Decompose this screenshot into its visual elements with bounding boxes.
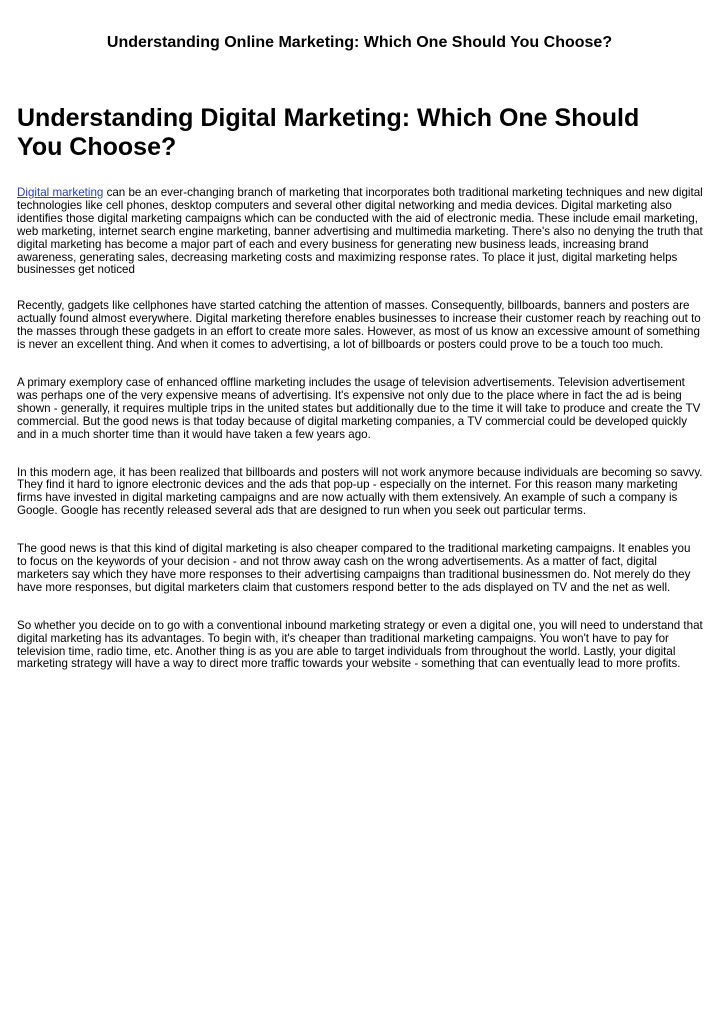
- article-title: Understanding Digital Marketing: Which One Should You Choose?: [17, 104, 640, 161]
- paragraph-2: Recently, gadgets like cellphones have started catching the attention of masses. Consequently, billboards, banners and posters are actually found almost everywhere. Digital marketing therefore enables businesses to increase their customer reach by reaching out to the masses through these gadgets in an effort to create more sales. However, as most of us know an excessive amount of something is never an excellent thing. And when it comes to advertising, a lot of billboards or posters could prove to be a touch too much.: [17, 299, 701, 352]
- running-header-title: Understanding Online Marketing: Which One Should You Choose?: [106, 34, 613, 51]
- digital-marketing-link[interactable]: Digital marketing: [17, 186, 104, 199]
- paragraph-1: [17, 187, 703, 277]
- paragraph-1-text: can be an ever-changing branch of marketing that incorporates both traditional marketing techniques and new digital technologies like cell phones, desktop computers and several other digital networking and media devices. Digital marketing also identifies those digital marketing campaigns which can be conducted with the aid of electronic media. These include email marketing, web marketing, internet search engine marketing, banner advertising and multimedia marketing. There's also no denying the truth that digital marketing has become a major part of each and every business for generating new business leads, increasing brand awareness, generating sales, decreasing marketing costs and maximizing response rates. To place it just, digital marketing helps businesses get noticed: [17, 186, 703, 277]
- paragraph-6: So whether you decide on to go with a conventional inbound marketing strategy or even a digital one, you will need to understand that digital marketing has its advantages. To begin with, it's cheaper than traditional marketing campaigns. You won't have to pay for television time, radio time, etc. Another thing is as you are able to target individuals from throughout the world. Lastly, your digital marketing strategy will have a way to direct more traffic towards your website - something that can eventually lead to more profits.: [17, 618, 703, 671]
- article-body: [17, 187, 703, 696]
- paragraph-5: The good news is that this kind of digital marketing is also cheaper compared to the traditional marketing campaigns. It enables you to focus on the keywords of your decision - and not throw away cash on the wrong advertisements. As a matter of fact, digital marketers say which they have more responses to their advertising campaigns than traditional businessmen do. Not merely do they have more responses, but digital marketers claim that customers respond better to the ads displayed on TV and the net as well.: [17, 542, 691, 594]
- paragraph-4: In this modern age, it has been realized that billboards and posters will not work anymore because individuals are becoming so savvy. They find it hard to ignore electronic devices and the ads that pop-up - especially on the internet. For this reason many marketing firms have invested in digital marketing campaigns and are now actually with them extensively. An example of such a company is Google. Google has recently released several ads that are designed to run when you seek out particular terms.: [17, 465, 703, 518]
- paragraph-3: A primary exemplory case of enhanced offline marketing includes the usage of television advertisements. Television advertisement was perhaps one of the very expensive means of advertising. It's expensive not only due to the place where in fact the ad is being shown - generally, it requires multiple trips in the united states but additionally due to the time it will take to produce and create the TV commercial. But the good news is that today because of digital marketing companies, a TV commercial could be developed quickly and in a much shorter time than it would have taken a few years ago.: [17, 375, 701, 441]
